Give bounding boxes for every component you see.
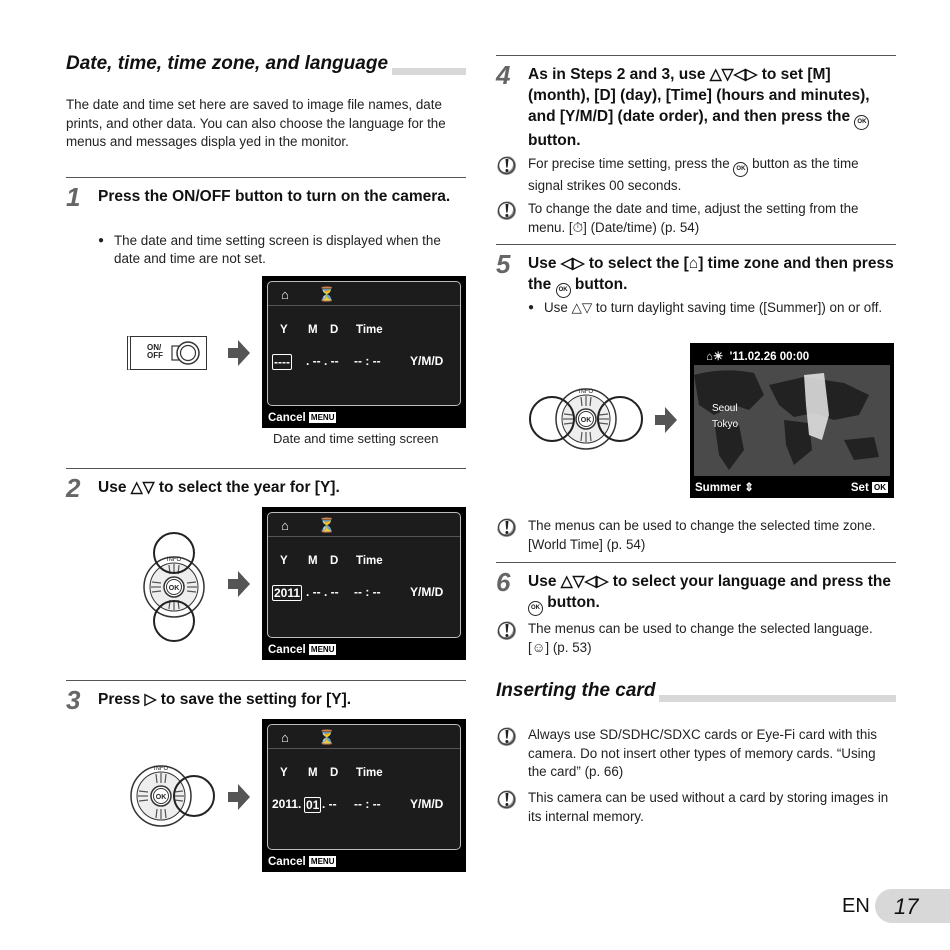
label-time: Time (356, 767, 383, 779)
home-time-zone-icon: ⌂ (688, 255, 699, 272)
label-m: M (308, 324, 318, 336)
step-5 (496, 244, 896, 339)
date-time-setting-screen-1 (262, 276, 466, 428)
page-number-tab (875, 889, 950, 923)
note-world-time: The menus can be used to change the selected time zone. [World Time] (p. 54) (496, 517, 896, 554)
section-header-date-time (66, 53, 466, 75)
cancel-label: Cancel MENU (268, 856, 335, 868)
date-order-field: Y/M/D (410, 585, 444, 599)
controller-left-right-icon (528, 381, 644, 457)
step-title: Use △▽◁▷ to select your language and press the OK button. (528, 571, 896, 616)
step-6 (496, 562, 896, 617)
step-number: 5 (496, 249, 511, 279)
step-bullet: ● Use △▽ to turn daylight saving time ([Summer]) on or off. (528, 299, 896, 317)
clock-icon: ⏳ (318, 729, 336, 745)
date-order-field: Y/M/D (410, 354, 444, 368)
step-number: 4 (496, 60, 511, 90)
date-time-menu-icon: ⏱ (572, 219, 584, 235)
label-d: D (330, 555, 339, 567)
city-label-tokyo: Tokyo (712, 419, 739, 430)
world-time-header: ⌂☀ '11.02.26 00:00 (706, 351, 810, 363)
city-label-seoul: Seoul (712, 403, 738, 414)
caution-note-icon (496, 200, 517, 221)
step-bullet: ● The date and time setting screen is displayed when the date and time are not set. (98, 232, 466, 268)
date-time-setting-screen-3 (262, 719, 466, 872)
caution-note-icon (496, 726, 517, 747)
note-precise-time: For precise time setting, press the OK button as the time signal strikes 00 seconds. (496, 155, 896, 196)
cancel-label: Cancel MENU (268, 644, 335, 656)
note-change-date: To change the date and time, adjust the setting from the menu. [⏱] (Date/time) (p. 54) (496, 200, 896, 237)
year-field: ---- (274, 355, 290, 369)
menu-button-icon: MENU (310, 857, 335, 866)
power-button-icon (171, 340, 201, 366)
caution-note-icon (496, 620, 517, 641)
month-day-field: . -- . -- (306, 585, 339, 599)
intro-paragraph: The date and time set here are saved to image file names, date prints, and other data. You can also choose the language for the menus and messages displa yed in the monitor. (66, 97, 446, 149)
arrow-right-icon (228, 784, 250, 810)
summer-label: Summer ⇕ (695, 482, 754, 494)
cancel-label: Cancel MENU (268, 412, 335, 424)
year-field: 2011 (274, 586, 301, 600)
set-label: Set OK (850, 482, 886, 494)
step-number: 2 (66, 473, 81, 503)
day-field: . -- (322, 797, 337, 811)
step-title: Press the ON/OFF button to turn on the camera. (98, 188, 451, 205)
ok-button-icon: OK (874, 483, 886, 492)
arrow-right-icon (228, 340, 250, 366)
ok-button-icon: OK (854, 115, 869, 130)
language-menu-icon: ☺ (531, 639, 546, 655)
date-time-setting-screen-2 (262, 507, 466, 660)
step-title: Use △▽ to select the year for [Y]. (98, 479, 340, 496)
time-field: -- : -- (354, 585, 381, 599)
caution-note-icon (496, 517, 517, 538)
switch-label: ON/ OFF (147, 343, 163, 360)
controller-up-down-icon (138, 517, 210, 657)
time-field: -- : -- (354, 797, 381, 811)
ok-button-icon: OK (556, 283, 571, 298)
arrow-right-icon (655, 407, 677, 433)
label-y: Y (280, 324, 288, 336)
note-language: The menus can be used to change the selected language. [☺] (p. 53) (496, 620, 896, 657)
month-day-field: . -- . -- (306, 354, 339, 368)
step-title: Use ◁▷ to select the [⌂] time zone and then press the OK button. (528, 253, 896, 298)
ok-button-icon: OK (528, 601, 543, 616)
controller-right-icon (124, 758, 220, 834)
label-y: Y (280, 767, 288, 779)
caution-note-icon (496, 789, 517, 810)
label-time: Time (356, 555, 383, 567)
label-d: D (330, 767, 339, 779)
world-time-screen (690, 343, 894, 498)
screen-caption: Date and time setting screen (273, 431, 439, 446)
step-4 (496, 55, 896, 150)
label-m: M (308, 555, 318, 567)
menu-button-icon: MENU (310, 645, 335, 654)
on-off-switch-illustration (127, 336, 207, 370)
step-title: As in Steps 2 and 3, use △▽◁▷ to set [M] (month), [D] (day), [Time] (hours and minutes), and [Y/M/D] (date order), and then press the OK button. (528, 66, 870, 149)
arrow-right-icon (228, 571, 250, 597)
label-m: M (308, 767, 318, 779)
home-icon: ⌂ (281, 518, 289, 533)
time-field: -- : -- (354, 354, 381, 368)
home-icon: ⌂ (281, 287, 289, 302)
month-field: 01 (306, 798, 320, 812)
label-time: Time (356, 324, 383, 336)
clock-icon: ⏳ (318, 286, 336, 302)
step-number: 6 (496, 567, 511, 597)
page-number: 17 (894, 894, 919, 919)
step-title: Press ▷ to save the setting for [Y]. (98, 691, 352, 708)
label-d: D (330, 324, 339, 336)
menu-button-icon: MENU (310, 413, 335, 422)
section-title: Inserting the card (496, 680, 659, 702)
label-y: Y (280, 555, 288, 567)
step-number: 3 (66, 685, 81, 715)
caution-note-icon (496, 155, 517, 176)
note-internal-memory: This camera can be used without a card by storing images in its internal memory. (496, 789, 896, 826)
clock-icon: ⏳ (318, 517, 336, 533)
section-title: Date, time, time zone, and language (66, 53, 392, 75)
date-order-field: Y/M/D (410, 797, 444, 811)
step-2 (66, 468, 466, 504)
step-3 (66, 680, 466, 716)
home-icon: ⌂ (281, 730, 289, 745)
step-number: 1 (66, 182, 81, 212)
footer-language: EN (842, 895, 870, 917)
ok-button-icon: OK (733, 162, 748, 177)
section-header-inserting-card (496, 680, 896, 702)
note-card-types: Always use SD/SDHC/SDXC cards or Eye-Fi card with this camera. Do not insert other types of memory cards. “Using the card” (p. 66) (496, 726, 896, 782)
year-field: 2011. (272, 797, 302, 811)
up-down-icon: ⇕ (744, 482, 754, 494)
